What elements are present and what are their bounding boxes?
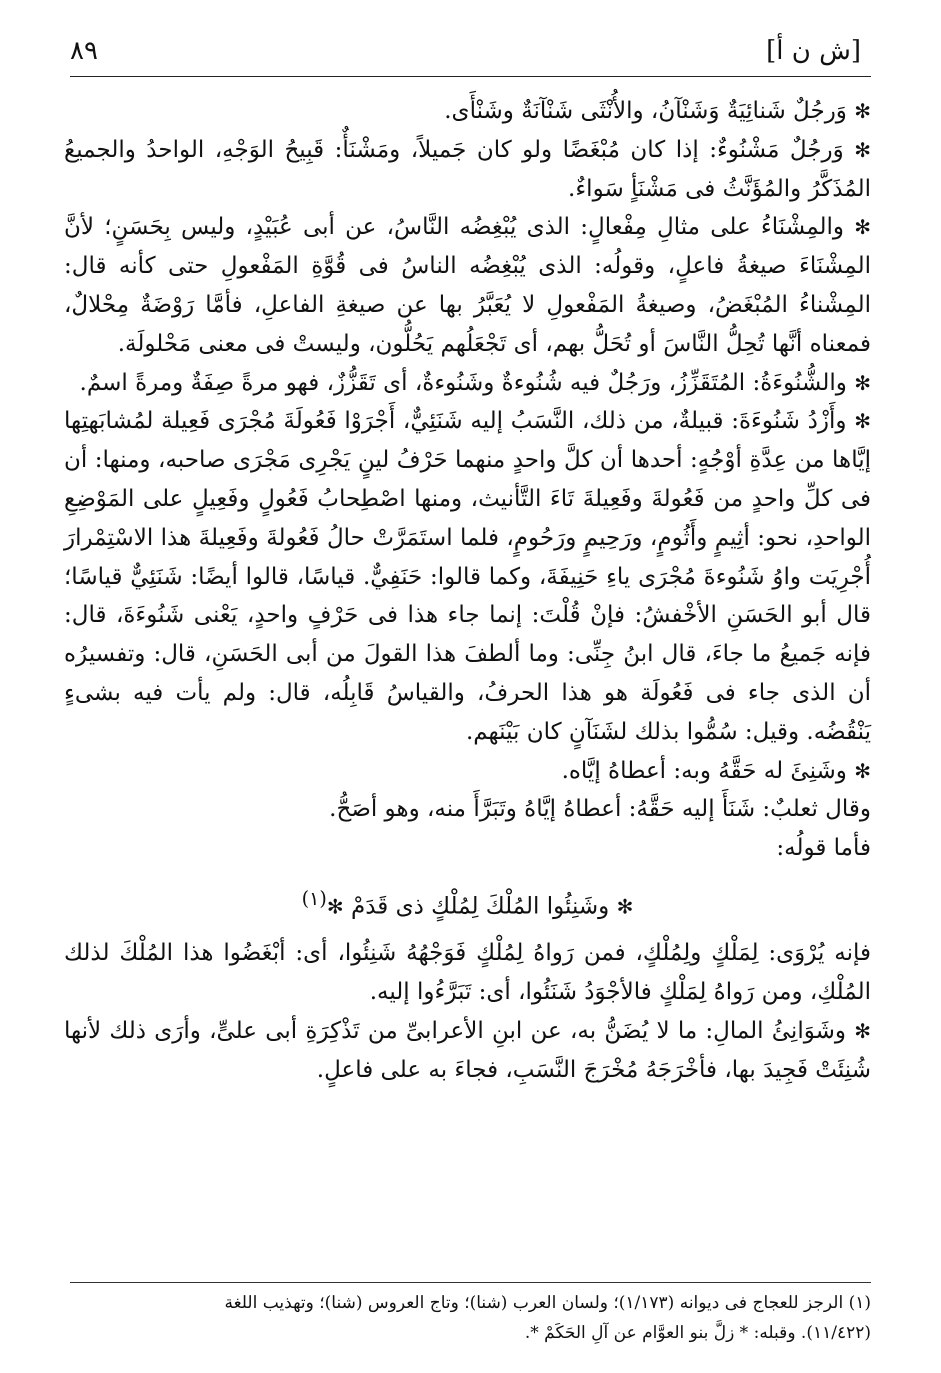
paragraph [64,829,871,868]
page-header [70,36,861,76]
asterisk-icon: ✻ [854,370,871,395]
paragraph-text: وَرجُلٌ شَنائِيَةٌ وَشَنْآنُ، والأُنْثَى شَنْآنَةٌ وشَنْأَى. [444,98,847,124]
page-number: ٨٩ [70,36,98,66]
paragraph-text: والشُّنُوءَةُ: المُتَقَزِّزُ، ورَجُلٌ فيه شُنُوءةٌ وشَنُوءةٌ، أى تَقَزُّزٌ، فهو مرةً صِفَةٌ ومرةً اسمٌ. [79,369,847,396]
asterisk-icon: ✻ [854,137,872,162]
asterisk-icon: ✻ [616,894,634,919]
asterisk-icon: ✻ [854,409,872,434]
verse-line [64,880,871,926]
verse-text: وشَنِئُوا المُلْكَ لِمُلْكٍ ذى قَدَمْ [350,893,610,920]
footnote-rule [70,1282,871,1283]
footnotes [70,1288,871,1348]
asterisk-icon: ✻ [326,894,344,919]
entry-body [64,92,871,1090]
paragraph-text: والمِشْنَاءُ على مثالِ مِفْعالٍ: الذى يُبْغِضُه النَّاسُ، عن أبى عُبَيْدٍ، وليس بِحَسَنٍ؛ لأنَّ المِشْنَاءَ صيغةُ فاعلٍ، وقولُه: الذى يُبْغِضُه الناسُ فى قُوَّةِ المَفْعولِ حتى كأنه قال: المِشْناءُ المُبْغَضُ، وصيغةُ المَفْعولِ لا يُعَبَّرُ بها عن صيغةِ الفاعلِ، فأمَّا رَوْضَةٌ مِحْلالٌ، فمعناه أنَّها تُحِلُّ النَّاسَ أو تُحَلُّ بهم، أى تَجْعَلُهم يَحُلُّون، وليستْ فى معنى مَحْلولَة. [64,214,871,357]
running-title: [ش ن أ] [766,36,861,66]
paragraph-text: وقال ثعلبٌ: شَنَأَ إليه حَقَّهُ: أعطاهُ إيَّاهُ وتَبَرَّأَ منه، وهو أصَحُّ. [329,796,871,823]
paragraph [64,131,871,209]
asterisk-icon: ✻ [854,215,871,240]
paragraph [64,208,871,363]
paragraph [64,790,871,829]
asterisk-icon: ✻ [854,758,871,783]
paragraph [64,934,871,1012]
paragraph [64,752,871,791]
footnote-ref: (١) [301,886,327,910]
paragraph-text: وَرجُلٌ مَشْنُوءٌ: إذا كان مُبْغَضًا ولو كان جَميلاً، ومَشْنَأٌ: قَبِيحُ الوَجْهِ، الواحدُ والجميعُ المُذَكَّرُ والمُؤَنَّثُ فى مَشْنَأٍ سَواءٌ. [64,136,871,202]
footnote-line: (١) الرجز للعجاج فى ديوانه (١/١٧٣)؛ ولسان العرب (شنا)؛ وتاج العروس (شنا)؛ وتهذيب اللغة [224,1293,871,1313]
paragraph [64,92,871,131]
paragraph [64,402,871,751]
asterisk-icon: ✻ [854,99,871,123]
asterisk-icon: ✻ [854,1018,871,1043]
paragraph-text: وأَزْدُ شَنُوءَةَ: قبيلةٌ، من ذلك، النَّسَبُ إليه شَنَئِيٌّ، أَجْرَوْا فَعُولَةَ مُجْرَى فَعِيلة لمُشابَهتِها إيَّاها من عِدَّةِ أوْجُهٍ: أحدها أن كلَّ واحدٍ منهما حَرْفُ لينٍ يَجْرِى مَجْرَى صاحبه، ومنها: أن فى كلِّ واحدٍ من فَعُولةَ وفَعِيلةَ تَاءَ التَّأنيث، ومنها اصْطِحابُ فَعُولٍ وفَعِيلٍ على المَوْضِعِ الواحدِ، نحو: أثِيمٍ وأَثُومٍ، ورَحِيمٍ ورَحُومٍ، فلما استَمَرَّتْ حالُ فَعُولةَ وفَعِيلةَ هذا الاسْتِمْرارَ أُجْرِيَت واوُ شَنُوءةَ مُجْرَى ياءِ حَنِيفَةَ، وكما قالوا: حَنَفِيٌّ. قياسًا، قالوا أيضًا: شَنَئِيٌّ قياسًا؛ قال أبو الحَسَنِ الأخْفشُ: فإنْ قُلْتَ: إنما جاء هذا فى حَرْفٍ واحدٍ، يَعْنى شَنُوءَةَ، قال: فإنه جَميعُ ما جاءَ، قال ابنُ جِنِّى: وما ألطفَ هذا القولَ من أبى الحَسَنِ، قال: وتفسيرُه أن الذى جاء فى فَعُولَة هو هذا الحرفُ، والقياسُ قَابِلُه، قال: ولم يأت فيه بشىءٍ يَنْقُضُه. وقيل: سُمُّوا بذلك لشَنَآنٍ كان بَيْنَهم. [64,408,872,745]
paragraph-text: وشَنِئَ له حَقَّهُ وبه: أعطاهُ إيَّاه. [561,757,847,784]
paragraph-text: فإنه يُرْوَى: لِمَلْكٍ ولِمُلْكٍ، فمن رَواهُ لِمُلْكٍ فَوَجْهُهُ شَنِئُوا، أى: أبْغَضُوا هذا المُلْكَ لذلك المُلْكِ، ومن رَواهُ لِمَلْكٍ فالأجْوَدُ شَنَئُوا، أى: تَبَرَّءُوا إليه. [64,940,871,1006]
paragraph [64,364,871,403]
footnote-line: (١١/٤٢٢). وقبله: * زلَّ بنو العوَّام عن آلِ الحَكَمْ *. [524,1323,871,1343]
header-rule [70,76,871,77]
paragraph [64,1012,871,1090]
paragraph-text: فأما قولُه: [776,835,871,862]
paragraph-text: وشَوَانِئُ المالِ: ما لا يُضَنُّ به، عن ابنِ الأعرابىِّ من تَذْكِرَةِ أبى علىٍّ، وأرَى ذلك لأنها شُنِئَتْ فَجِيدَ بها، فأخْرَجَهُ مُخْرَجَ النَّسَبِ، فجاءَ به على فاعلٍ. [64,1017,871,1083]
